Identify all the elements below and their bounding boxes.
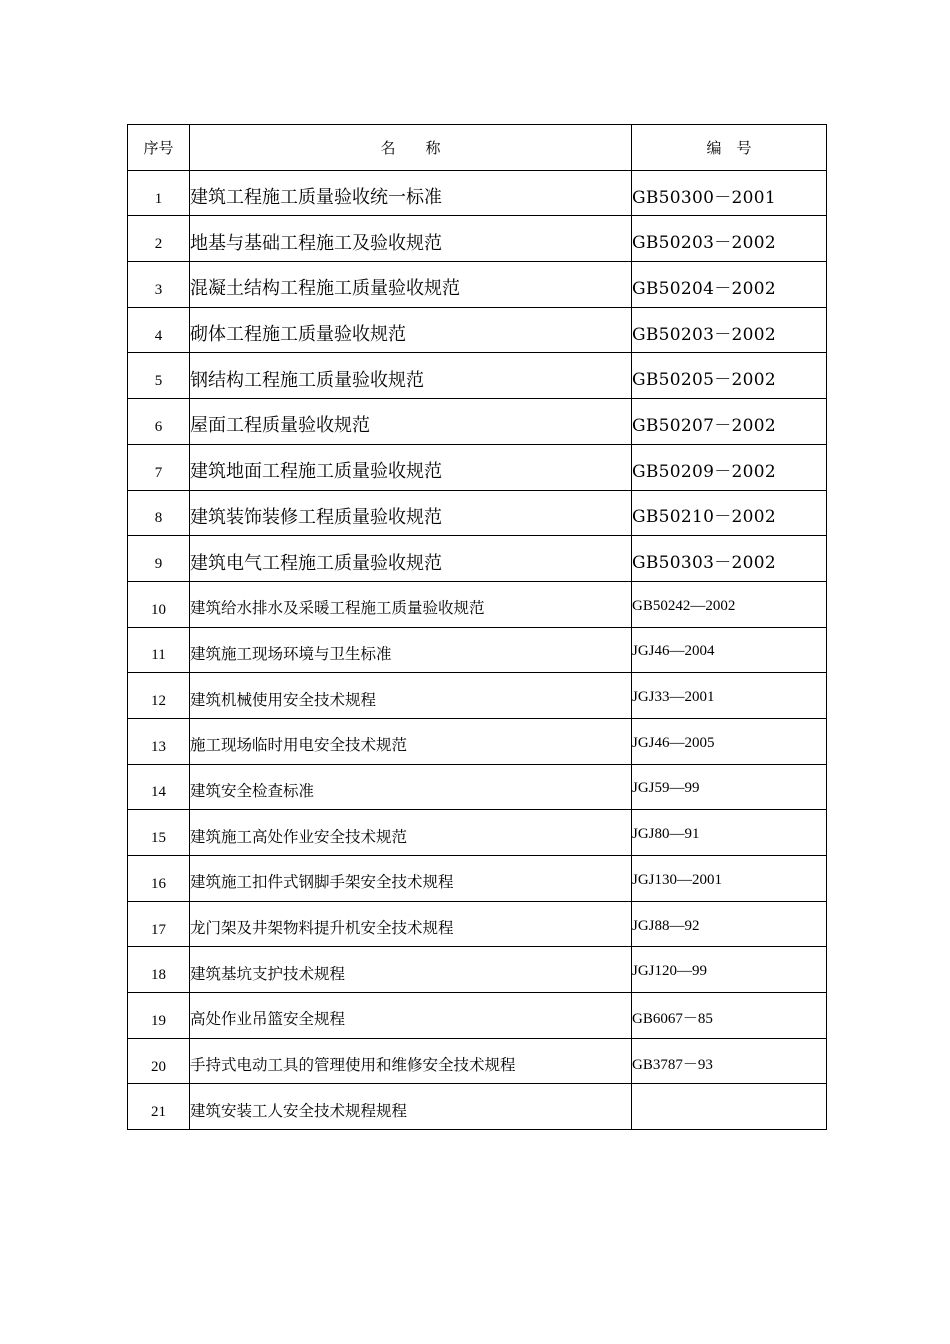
- standard-code-cell: [632, 627, 827, 673]
- row-number: 13: [151, 738, 166, 755]
- standard-name: 建筑电气工程施工质量验收规范: [190, 552, 442, 574]
- row-number: 11: [151, 647, 166, 664]
- standard-code: JGJ59—99: [632, 780, 700, 797]
- row-number-cell: [128, 993, 190, 1039]
- table-row: [128, 993, 827, 1039]
- standard-name-cell: [190, 856, 632, 902]
- table-row: [128, 947, 827, 993]
- row-number-cell: [128, 536, 190, 582]
- row-number: 21: [151, 1104, 166, 1121]
- table-row: [128, 444, 827, 490]
- standard-name: 建筑给水排水及采暖工程施工质量验收规范: [190, 599, 485, 618]
- standard-code-cell: [632, 993, 827, 1039]
- row-number: 20: [151, 1058, 166, 1075]
- header-no: 序号: [128, 125, 190, 171]
- standard-code: GB50207－2002: [632, 415, 777, 436]
- row-number-cell: [128, 216, 190, 262]
- table-row: [128, 718, 827, 764]
- row-number: 8: [154, 510, 163, 527]
- standard-name-cell: [190, 810, 632, 856]
- standard-name: 混凝土结构工程施工质量验收规范: [190, 278, 460, 300]
- row-number-cell: [128, 307, 190, 353]
- standard-name: 建筑安全检查标准: [190, 781, 315, 800]
- table-row: [128, 901, 827, 947]
- standard-code-cell: [632, 947, 827, 993]
- row-number-cell: [128, 718, 190, 764]
- standard-code: JGJ88—92: [632, 917, 700, 934]
- standard-code-cell: [632, 856, 827, 902]
- standard-name: 建筑安装工人安全技术规程规程: [190, 1101, 408, 1120]
- standard-code-cell: [632, 1084, 827, 1130]
- row-number: 19: [151, 1012, 166, 1029]
- standard-code-cell: [632, 444, 827, 490]
- row-number: 3: [154, 281, 163, 298]
- row-number-cell: [128, 399, 190, 445]
- standard-name-cell: [190, 627, 632, 673]
- row-number-cell: [128, 764, 190, 810]
- header-code: 编 号: [632, 125, 827, 171]
- standard-name-cell: [190, 1084, 632, 1130]
- standard-code: GB50203－2002: [632, 324, 777, 345]
- standard-name: 建筑施工高处作业安全技术规范: [190, 827, 408, 846]
- standard-code: GB50242—2002: [632, 597, 736, 614]
- standard-code: GB3787－93: [632, 1056, 713, 1073]
- row-number-cell: [128, 810, 190, 856]
- row-number-cell: [128, 673, 190, 719]
- standard-code-cell: [632, 262, 827, 308]
- table-row: [128, 581, 827, 627]
- standard-name: 施工现场临时用电安全技术规范: [190, 736, 408, 755]
- standard-name-cell: [190, 353, 632, 399]
- standard-code: GB6067－85: [632, 1010, 713, 1027]
- table-row: [128, 216, 827, 262]
- standard-code: GB50204－2002: [632, 278, 777, 299]
- row-number: 10: [151, 601, 166, 618]
- standard-code-cell: [632, 307, 827, 353]
- table-row: [128, 490, 827, 536]
- standard-name: 建筑施工扣件式钢脚手架安全技术规程: [190, 873, 454, 892]
- table-row: [128, 627, 827, 673]
- standard-code-cell: [632, 581, 827, 627]
- standard-name-cell: [190, 764, 632, 810]
- standard-name: 高处作业吊篮安全规程: [190, 1010, 346, 1029]
- standard-name-cell: [190, 536, 632, 582]
- standard-name-cell: [190, 718, 632, 764]
- row-number: 12: [151, 693, 166, 710]
- table-row: [128, 536, 827, 582]
- row-number-cell: [128, 353, 190, 399]
- table-row: [128, 810, 827, 856]
- standard-code: GB50203－2002: [632, 233, 777, 254]
- table-row: [128, 673, 827, 719]
- standard-name: 建筑施工现场环境与卫生标准: [190, 644, 392, 663]
- standard-name: 地基与基础工程施工及验收规范: [190, 232, 442, 254]
- table-row: [128, 1084, 827, 1130]
- standard-name-cell: [190, 947, 632, 993]
- standard-name-cell: [190, 399, 632, 445]
- standard-name-cell: [190, 216, 632, 262]
- standard-name-cell: [190, 901, 632, 947]
- standard-code: GB50210－2002: [632, 507, 777, 528]
- standard-name: 建筑工程施工质量验收统一标准: [190, 187, 442, 209]
- standard-code-cell: [632, 353, 827, 399]
- standard-code-cell: [632, 399, 827, 445]
- table-row: [128, 399, 827, 445]
- row-number: 15: [151, 830, 166, 847]
- row-number: 2: [154, 236, 163, 253]
- table-row: [128, 764, 827, 810]
- standard-code: GB50205－2002: [632, 370, 777, 391]
- standard-name-cell: [190, 993, 632, 1039]
- row-number-cell: [128, 490, 190, 536]
- row-number-cell: [128, 1038, 190, 1084]
- table-row: [128, 856, 827, 902]
- standard-code-cell: [632, 764, 827, 810]
- standard-code: JGJ120—99: [632, 963, 708, 980]
- row-number: 4: [154, 327, 163, 344]
- row-number: 1: [154, 190, 163, 207]
- standard-code: GB50300－2001: [632, 187, 777, 208]
- header-name: 名 称: [190, 125, 632, 171]
- standard-code-cell: [632, 673, 827, 719]
- standard-name-cell: [190, 170, 632, 216]
- standard-name: 龙门架及井架物料提升机安全技术规程: [190, 919, 454, 938]
- standard-code-cell: [632, 1038, 827, 1084]
- table-row: [128, 307, 827, 353]
- row-number: 6: [154, 418, 163, 435]
- standard-name-cell: [190, 581, 632, 627]
- standard-code: GB50209－2002: [632, 461, 777, 482]
- standard-name: 建筑机械使用安全技术规程: [190, 690, 377, 709]
- standard-name-cell: [190, 444, 632, 490]
- row-number-cell: [128, 1084, 190, 1130]
- standard-name-cell: [190, 1038, 632, 1084]
- row-number-cell: [128, 856, 190, 902]
- row-number: 14: [151, 784, 166, 801]
- table-row: [128, 353, 827, 399]
- row-number: 7: [154, 464, 163, 481]
- standard-name-cell: [190, 490, 632, 536]
- standard-code-cell: [632, 170, 827, 216]
- standard-code: JGJ33—2001: [632, 689, 715, 706]
- row-number: 17: [151, 921, 166, 938]
- standards-table: [127, 124, 827, 1130]
- row-number: 9: [154, 556, 163, 573]
- standard-name-cell: [190, 262, 632, 308]
- standard-code: JGJ80—91: [632, 826, 700, 843]
- row-number-cell: [128, 581, 190, 627]
- standard-code: GB50303－2002: [632, 553, 777, 574]
- row-number-cell: [128, 444, 190, 490]
- standard-name: 屋面工程质量验收规范: [190, 415, 370, 437]
- row-number-cell: [128, 262, 190, 308]
- standard-code: JGJ46—2004: [632, 643, 715, 660]
- table-row: [128, 262, 827, 308]
- standard-code-cell: [632, 810, 827, 856]
- row-number-cell: [128, 901, 190, 947]
- standard-name: 砌体工程施工质量验收规范: [190, 324, 406, 346]
- standard-code-cell: [632, 216, 827, 262]
- table-row: [128, 1038, 827, 1084]
- standard-code-cell: [632, 536, 827, 582]
- standard-name: 手持式电动工具的管理使用和维修安全技术规程: [190, 1056, 516, 1075]
- standard-code: JGJ130—2001: [632, 871, 723, 888]
- standard-name: 建筑装饰装修工程质量验收规范: [190, 506, 442, 528]
- standard-code-cell: [632, 490, 827, 536]
- row-number: 18: [151, 967, 166, 984]
- standard-code-cell: [632, 901, 827, 947]
- row-number-cell: [128, 627, 190, 673]
- standard-name-cell: [190, 307, 632, 353]
- standard-code-cell: [632, 718, 827, 764]
- standard-name: 钢结构工程施工质量验收规范: [190, 369, 424, 391]
- standard-name: 建筑基坑支护技术规程: [190, 964, 346, 983]
- table-row: [128, 170, 827, 216]
- row-number: 5: [154, 373, 163, 390]
- standard-name: 建筑地面工程施工质量验收规范: [190, 461, 442, 483]
- standards-table-body: [128, 125, 827, 1130]
- row-number-cell: [128, 170, 190, 216]
- row-number: 16: [151, 875, 166, 892]
- standard-code: JGJ46—2005: [632, 734, 715, 751]
- row-number-cell: [128, 947, 190, 993]
- table-header-row: [128, 125, 827, 171]
- standard-name-cell: [190, 673, 632, 719]
